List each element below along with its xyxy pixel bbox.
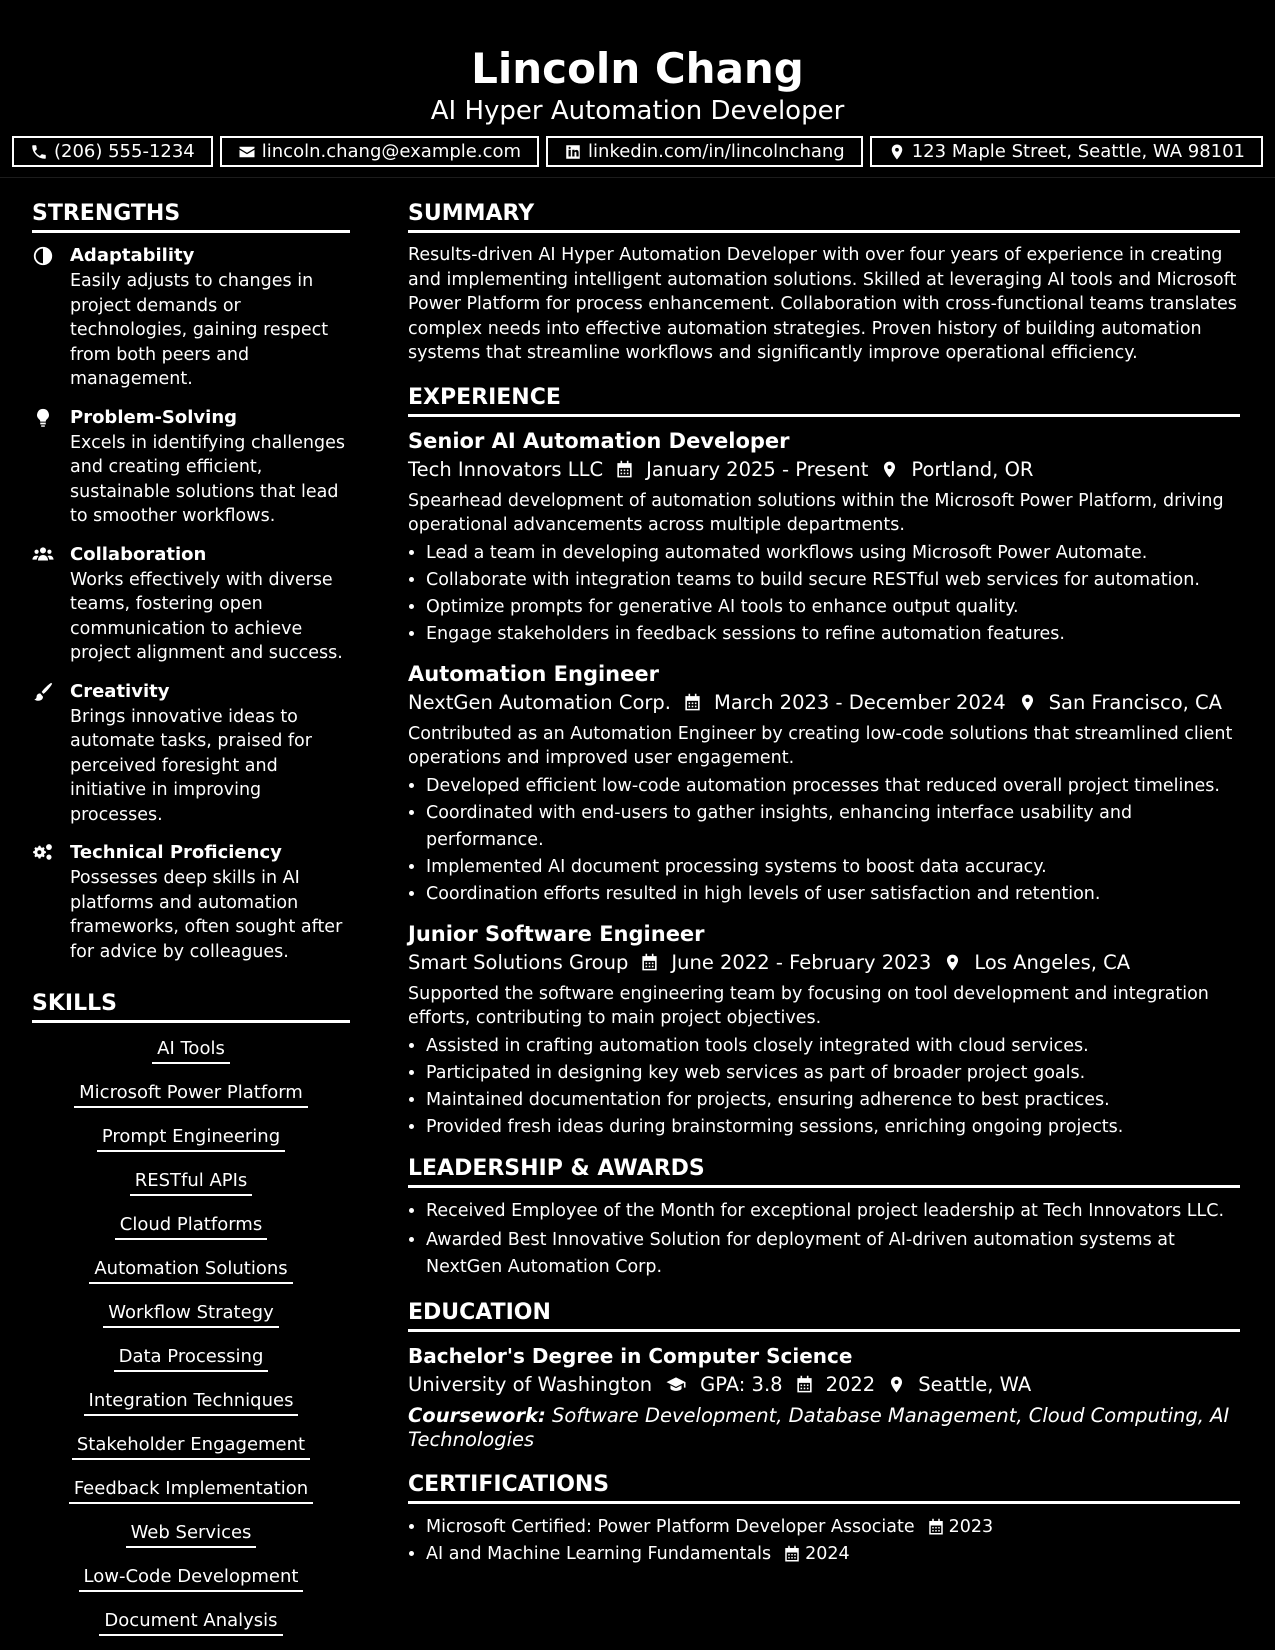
strength-desc: Easily adjusts to changes in project demands or technologies, gaining respect from both peers and management.: [70, 271, 329, 389]
strength-desc: Possesses deep skills in AI platforms and automation frameworks, often sought after for advice by colleagues.: [70, 868, 343, 962]
strength-desc: Works effectively with diverse teams, fostering open communication to achieve project alignment and success.: [70, 569, 343, 663]
cert-year: 2023: [948, 1516, 994, 1537]
list-item: • Optimize prompts for generative AI tools to enhance output quality.: [426, 594, 1240, 621]
skills-list: [32, 1033, 350, 1636]
skill-tag: Stakeholder Engagement: [72, 1433, 310, 1460]
candidate-title: AI Hyper Automation Developer: [430, 96, 845, 126]
address-text: 123 Maple Street, Seattle, WA 98101: [911, 141, 1246, 162]
education-location: Seattle, WA: [918, 1372, 1032, 1396]
skill-tag: Low-Code Development: [79, 1565, 304, 1592]
list-item: • Engage stakeholders in feedback sessions to refine automation features.: [426, 621, 1240, 648]
strength-title: Creativity: [70, 680, 170, 702]
map-marker-icon: [880, 460, 899, 479]
map-marker-icon: [1018, 693, 1037, 712]
job-description: Spearhead development of automation solutions within the Microsoft Power Platform, driving operational advancements across multiple departments.: [408, 490, 1224, 535]
contact-phone[interactable]: [12, 136, 213, 167]
lightbulb-icon: [32, 407, 54, 429]
skill-tag: Microsoft Power Platform: [74, 1081, 308, 1108]
list-item: • Received Employee of the Month for exceptional project leadership at Tech Innovators LLC.: [426, 1198, 1240, 1225]
job-company: Smart Solutions Group: [408, 950, 629, 974]
job-bullets: [408, 1033, 1240, 1141]
calendar-icon: [783, 1545, 801, 1563]
awards-heading: LEADERSHIP & AWARDS: [408, 1155, 1240, 1188]
certifications-heading: CERTIFICATIONS: [408, 1471, 1240, 1504]
job-location: San Francisco, CA: [1048, 690, 1222, 714]
job-entry: [408, 427, 1240, 648]
map-marker-icon: [943, 953, 962, 972]
education-heading: EDUCATION: [408, 1299, 1240, 1332]
strength-item: [32, 840, 350, 964]
awards-list: [408, 1198, 1240, 1281]
right-column: [408, 200, 1240, 1568]
calendar-icon: [683, 693, 702, 712]
education-meta: [408, 1370, 1240, 1400]
job-meta: [408, 455, 1240, 485]
contact-bar: [0, 136, 1275, 167]
phone-icon: [30, 143, 48, 161]
strengths-heading: STRENGTHS: [32, 200, 350, 233]
graduation-year: 2022: [825, 1372, 876, 1396]
calendar-icon: [927, 1518, 945, 1536]
job-entry: [408, 920, 1240, 1141]
job-bullets: [408, 773, 1240, 908]
skill-tag: Feedback Implementation: [69, 1477, 313, 1504]
list-item: [426, 1541, 1240, 1568]
candidate-name: Lincoln Chang: [471, 44, 804, 93]
list-item: • Provided fresh ideas during brainstorming sessions, enriching ongoing projects.: [426, 1114, 1240, 1141]
email-text: lincoln.chang@example.com: [261, 141, 522, 162]
list-item: • Collaborate with integration teams to build secure RESTful web services for automation.: [426, 567, 1240, 594]
summary-heading: SUMMARY: [408, 200, 1240, 233]
list-item: • Assisted in crafting automation tools closely integrated with cloud services.: [426, 1033, 1240, 1060]
degree-title: Bachelor's Degree in Computer Science: [408, 1343, 853, 1368]
job-location: Los Angeles, CA: [974, 950, 1131, 974]
gpa-text: GPA: 3.8: [700, 1372, 783, 1396]
skill-tag: Workflow Strategy: [103, 1301, 279, 1328]
strength-item: [32, 243, 350, 392]
list-item: • Awarded Best Innovative Solution for deployment of AI-driven automation systems at NextGen Automation Corp.: [426, 1227, 1240, 1281]
skill-tag: Prompt Engineering: [97, 1125, 285, 1152]
calendar-icon: [795, 1375, 814, 1394]
job-title: Senior AI Automation Developer: [408, 428, 790, 453]
resume-header: [0, 0, 1275, 178]
skill-tag: RESTful APIs: [130, 1169, 253, 1196]
list-item: • Implemented AI document processing systems to boost data accuracy.: [426, 854, 1240, 881]
map-marker-icon: [888, 143, 906, 161]
job-dates: March 2023 - December 2024: [714, 690, 1006, 714]
job-company: NextGen Automation Corp.: [408, 690, 672, 714]
cert-name: • Microsoft Certified: Power Platform Developer Associate: [426, 1516, 915, 1537]
job-dates: January 2025 - Present: [646, 457, 869, 481]
skill-tag: AI Tools: [152, 1037, 230, 1064]
job-description: Supported the software engineering team by focusing on tool development and integration efforts, contributing to main project objectives.: [408, 983, 1209, 1028]
skill-tag: Cloud Platforms: [115, 1213, 267, 1240]
skill-tag: Document Analysis: [99, 1609, 282, 1636]
list-item: • Maintained documentation for projects, ensuring adherence to best practices.: [426, 1087, 1240, 1114]
summary-text: Results-driven AI Hyper Automation Developer with over four years of experience in creating and implementing intelligent automation solutions. Skilled at leveraging AI tools and Microsoft Power Platform for process enhancement. Collaboration with cross-functional teams translates complex needs into effective automation strategies. Proven history of building automation systems that streamline workflows and significantly improve operational efficiency.: [408, 245, 1237, 363]
skill-tag: Integration Techniques: [84, 1389, 299, 1416]
skill-tag: Automation Solutions: [89, 1257, 292, 1284]
strength-title: Adaptability: [70, 245, 195, 266]
strength-title: Technical Proficiency: [70, 842, 282, 863]
job-meta: [408, 948, 1240, 978]
list-item: • Lead a team in developing automated workflows using Microsoft Power Automate.: [426, 540, 1240, 567]
contact-address[interactable]: [870, 136, 1263, 167]
certifications-list: [408, 1514, 1240, 1568]
strength-desc: Excels in identifying challenges and creating efficient, sustainable solutions that lead to smoother workflows.: [70, 432, 345, 526]
experience-heading: EXPERIENCE: [408, 384, 1240, 417]
job-title: Automation Engineer: [408, 661, 659, 686]
half-circle-icon: [32, 245, 54, 267]
calendar-icon: [615, 460, 634, 479]
strength-desc: Brings innovative ideas to automate tasks, praised for perceived foresight and initiative in improving processes.: [70, 706, 312, 825]
gears-icon: [32, 842, 54, 864]
contact-linkedin[interactable]: [546, 136, 863, 167]
job-title: Junior Software Engineer: [408, 921, 705, 946]
job-description: Contributed as an Automation Engineer by creating low-code solutions that streamlined client operations and improved user engagement.: [408, 723, 1233, 768]
strength-item: [32, 679, 350, 828]
skills-heading: SKILLS: [32, 990, 350, 1023]
strength-title: Collaboration: [70, 543, 207, 565]
school-name: University of Washington: [408, 1372, 653, 1396]
contact-email[interactable]: [220, 136, 539, 167]
cert-name: • AI and Machine Learning Fundamentals: [426, 1543, 772, 1564]
list-item: • Developed efficient low-code automation processes that reduced overall project timelines.: [426, 773, 1240, 800]
job-meta: [408, 688, 1240, 718]
list-item: • Coordination efforts resulted in high levels of user satisfaction and retention.: [426, 881, 1240, 908]
job-dates: June 2022 - February 2023: [671, 950, 932, 974]
map-marker-icon: [887, 1375, 906, 1394]
coursework-text: Software Development, Database Management, Cloud Computing, AI Technologies: [408, 1403, 1230, 1451]
strength-item: [32, 542, 350, 666]
envelope-icon: [238, 143, 256, 161]
users-icon: [32, 544, 54, 566]
paintbrush-icon: [32, 681, 54, 703]
list-item: • Coordinated with end-users to gather insights, enhancing interface usability and performance.: [426, 800, 1240, 854]
job-location: Portland, OR: [911, 457, 1034, 481]
calendar-icon: [640, 953, 659, 972]
list-item: • Participated in designing key web services as part of broader project goals.: [426, 1060, 1240, 1087]
job-company: Tech Innovators LLC: [408, 457, 604, 481]
skill-tag: Data Processing: [114, 1345, 269, 1372]
job-entry: [408, 660, 1240, 908]
graduation-cap-icon: [664, 1375, 688, 1394]
strength-item: [32, 405, 350, 529]
coursework: [408, 1404, 1240, 1453]
coursework-label: Coursework:: [408, 1403, 546, 1427]
linkedin-icon: [564, 143, 582, 161]
skill-tag: Web Services: [126, 1521, 257, 1548]
list-item: [426, 1514, 1240, 1541]
strength-title: Problem-Solving: [70, 406, 238, 428]
job-bullets: [408, 540, 1240, 648]
left-column: [32, 200, 350, 1636]
linkedin-text: linkedin.com/in/lincolnchang: [588, 141, 845, 162]
cert-year: 2024: [805, 1543, 850, 1564]
phone-text: (206) 555-1234: [53, 141, 195, 162]
